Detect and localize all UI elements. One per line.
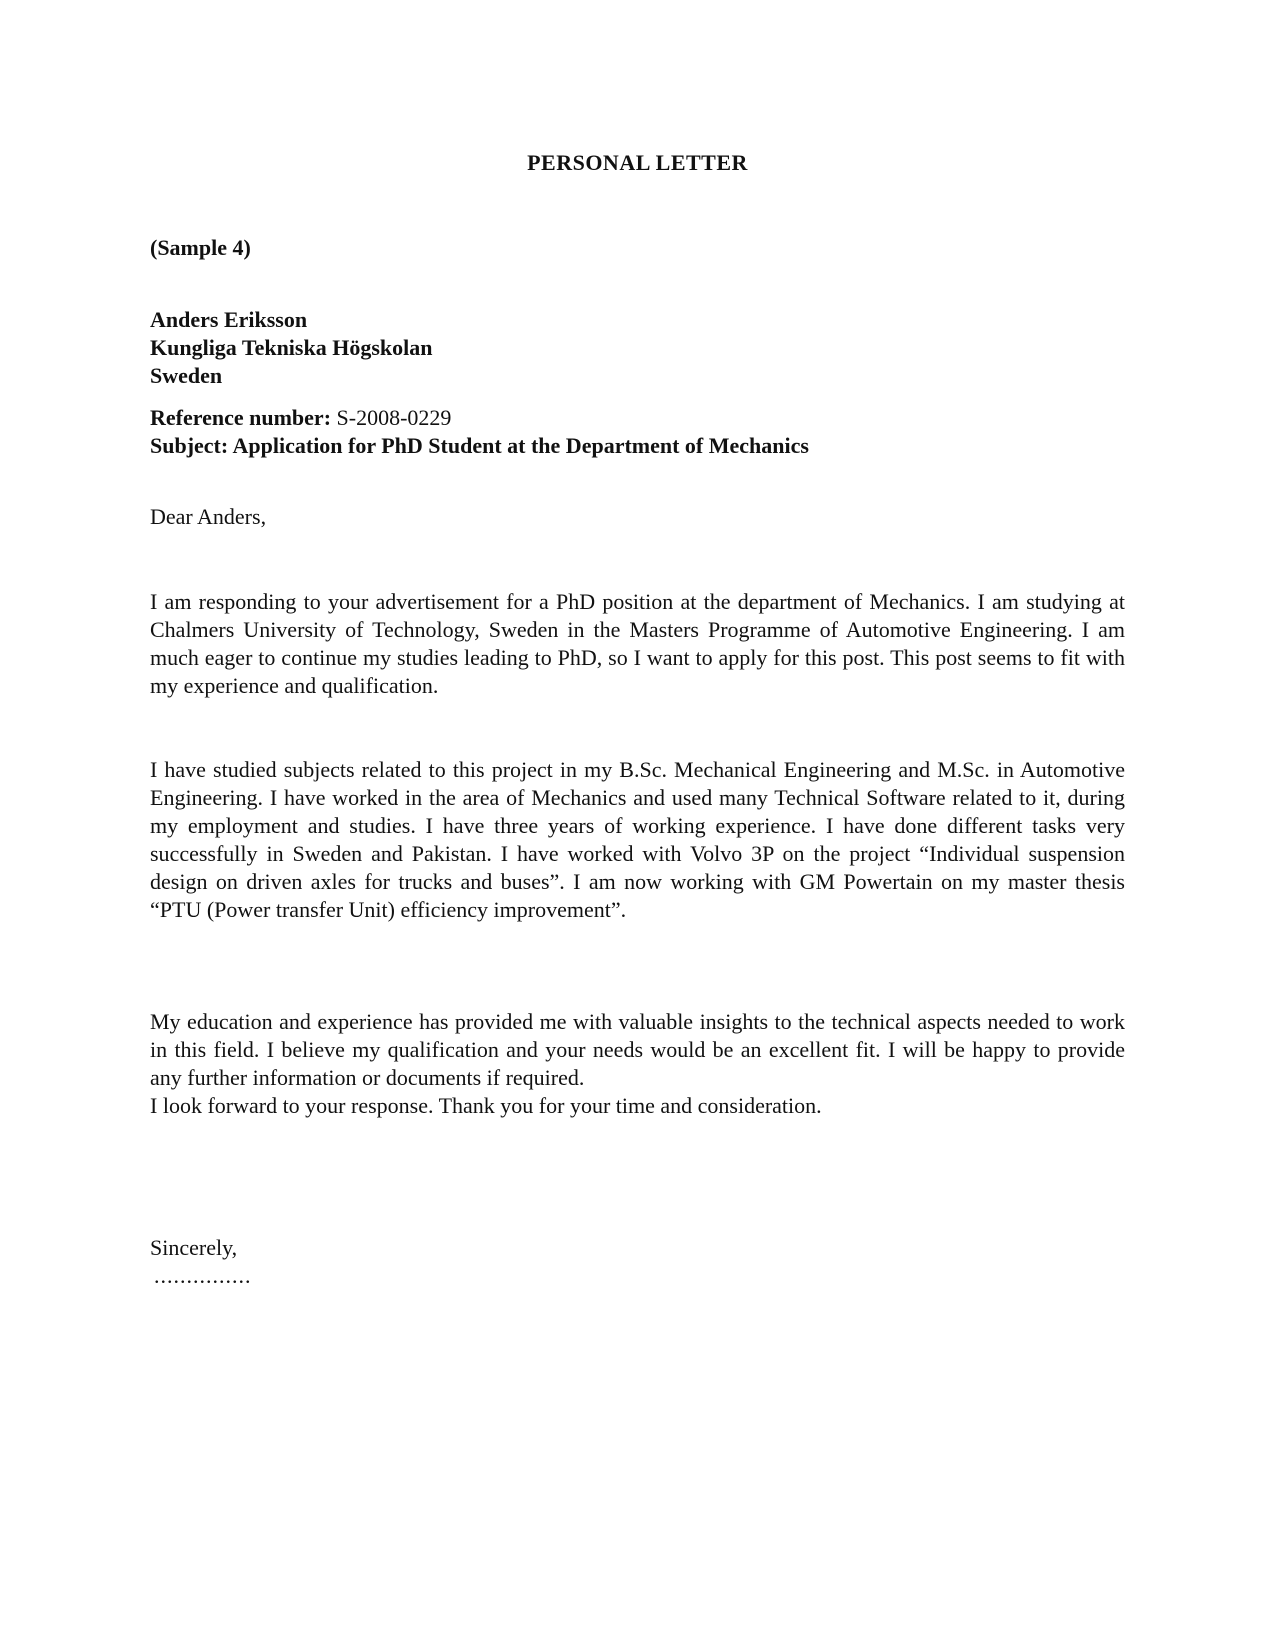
sample-label: (Sample 4)	[150, 235, 251, 260]
letter-title: PERSONAL LETTER	[527, 150, 748, 175]
recipient-address	[150, 306, 1125, 390]
reference-line	[150, 404, 1125, 432]
subject-value: Application for PhD Student at the Department of Mechanics	[232, 433, 809, 458]
reference-block	[150, 404, 1125, 460]
recipient-institution: Kungliga Tekniska Högskolan	[150, 335, 433, 360]
reference-value: S-2008-0229	[336, 405, 452, 430]
paragraph-1: I am responding to your advertisement for a PhD position at the department of Mechanics. I am studying at Chalmers University of Technology, Sweden in the Masters Programme of Automotive Engineering. I am much eager to continue my studies leading to PhD, so I want to apply for this post. This post seems to fit with my experience and qualification.	[150, 589, 1125, 698]
subject-line	[150, 432, 1125, 460]
salutation: Dear Anders,	[150, 504, 267, 529]
paragraph-2: I have studied subjects related to this project in my B.Sc. Mechanical Engineering and M.Sc. in Automotive Engineering. I have worked in the area of Mechanics and used many Technical Software related to it, during my employment and studies. I have three years of working experience. I have done different tasks very successfully in Sweden and Pakistan. I have worked with Volvo 3P on the project “Individual suspension design on driven axles for trucks and buses”. I am now working with GM Powertain on my master thesis “PTU (Power transfer Unit) efficiency improvement”.	[150, 757, 1125, 922]
closing: Sincerely,	[150, 1235, 238, 1260]
signature-placeholder: ...............	[154, 1263, 252, 1288]
paragraph-4: I look forward to your response. Thank you for your time and consideration.	[150, 1093, 822, 1118]
subject-label: Subject:	[150, 433, 229, 458]
paragraph-3: My education and experience has provided me with valuable insights to the technical aspects needed to work in this field. I believe my qualification and your needs would be an excellent fit. I will be happy to provide any further information or documents if required.	[150, 1009, 1125, 1090]
recipient-name: Anders Eriksson	[150, 307, 308, 332]
closing-block	[150, 1234, 1125, 1290]
recipient-country: Sweden	[150, 363, 223, 388]
paragraph-3-block	[150, 1008, 1125, 1120]
reference-label: Reference number:	[150, 405, 332, 430]
